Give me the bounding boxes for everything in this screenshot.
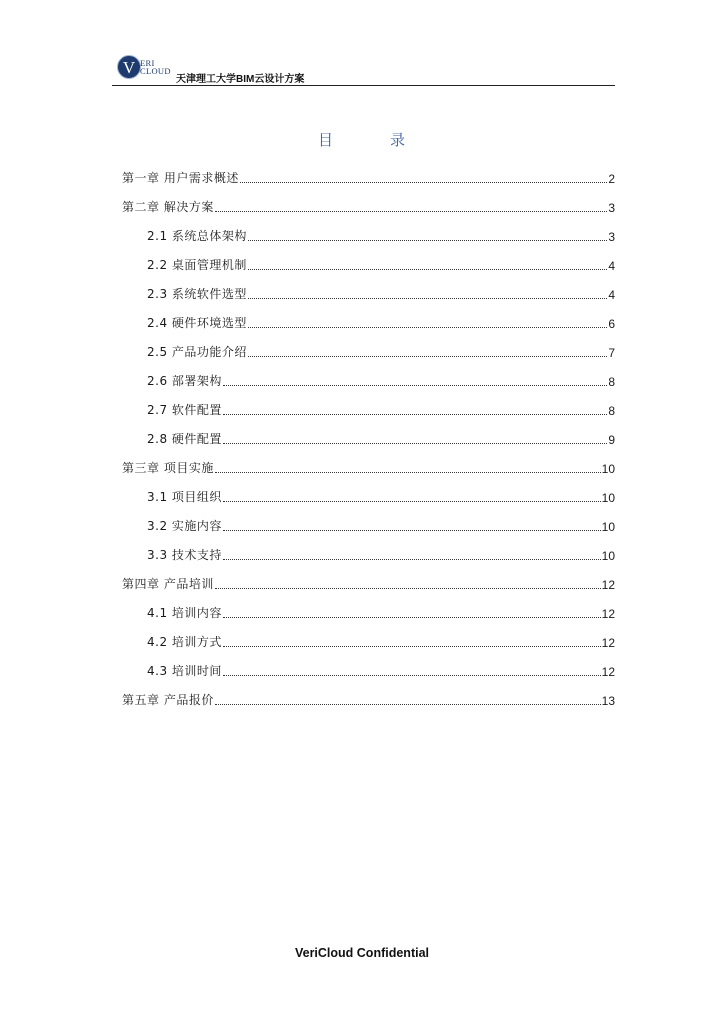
toc-chapter-entry[interactable] — [122, 679, 615, 708]
toc-entry-page-number: 12 — [601, 636, 615, 650]
toc-dot-leader — [248, 297, 607, 299]
toc-section-entry[interactable] — [122, 534, 615, 563]
toc-entry-page-number: 3 — [608, 230, 615, 244]
toc-entry-page-number: 10 — [601, 462, 615, 476]
toc-section-entry[interactable] — [122, 418, 615, 447]
toc-entry-label: 4.2 培训方式 — [147, 635, 222, 649]
toc-entry-label: 4.1 培训内容 — [147, 606, 222, 620]
toc-entry-page-number: 2 — [608, 172, 615, 186]
logo-wordmark-top: ERI — [140, 58, 155, 68]
toc-dot-leader — [223, 645, 601, 647]
toc-entry-label: 第一章 用户需求概述 — [122, 171, 239, 185]
toc-dot-leader — [248, 268, 607, 270]
toc-entry-page-number: 13 — [601, 694, 615, 708]
toc-entry-label: 2.7 软件配置 — [147, 403, 222, 417]
toc-dot-leader — [223, 558, 601, 560]
toc-entry-page-number: 4 — [608, 288, 615, 302]
logo-wordmark-bottom: CLOUD — [140, 66, 171, 76]
toc-heading-right: 录 — [390, 132, 407, 149]
toc-section-entry[interactable] — [122, 621, 615, 650]
page-header — [112, 52, 615, 86]
toc-entry-label: 2.1 系统总体架构 — [147, 229, 247, 243]
toc-entry-page-number: 10 — [601, 549, 615, 563]
toc-entry-page-number: 3 — [608, 201, 615, 215]
toc-section-entry[interactable] — [122, 302, 615, 331]
toc-dot-leader — [215, 210, 607, 212]
toc-chapter-entry[interactable] — [122, 447, 615, 476]
toc-entry-page-number: 6 — [608, 317, 615, 331]
toc-dot-leader — [215, 703, 601, 705]
toc-section-entry[interactable] — [122, 476, 615, 505]
toc-entry-page-number: 10 — [601, 491, 615, 505]
toc-chapter-entry[interactable] — [122, 186, 615, 215]
toc-dot-leader — [248, 239, 607, 241]
toc-heading — [0, 129, 724, 150]
toc-entry-page-number: 9 — [608, 433, 615, 447]
toc-dot-leader — [223, 616, 601, 618]
toc-chapter-entry[interactable] — [122, 157, 615, 186]
toc-entry-page-number: 8 — [608, 404, 615, 418]
toc-dot-leader — [240, 181, 607, 183]
toc-dot-leader — [215, 471, 601, 473]
toc-dot-leader — [248, 326, 607, 328]
toc-section-entry[interactable] — [122, 273, 615, 302]
table-of-contents — [122, 157, 615, 708]
toc-entry-label: 2.4 硬件环境选型 — [147, 316, 247, 330]
toc-entry-label: 第五章 产品报价 — [122, 693, 214, 707]
toc-section-entry[interactable] — [122, 505, 615, 534]
page-footer: VeriCloud Confidential — [294, 946, 430, 960]
toc-entry-label: 2.5 产品功能介绍 — [147, 345, 247, 359]
toc-heading-left: 目 — [317, 132, 334, 149]
toc-section-entry[interactable] — [122, 360, 615, 389]
toc-dot-leader — [223, 529, 601, 531]
toc-section-entry[interactable] — [122, 244, 615, 273]
toc-dot-leader — [215, 587, 601, 589]
toc-chapter-entry[interactable] — [122, 563, 615, 592]
toc-dot-leader — [223, 500, 601, 502]
vericloud-logo-icon — [116, 54, 142, 80]
svg-text:V: V — [122, 58, 136, 77]
document-title: 天津理工大学BIM云设计方案 — [176, 74, 305, 85]
toc-section-entry[interactable] — [122, 389, 615, 418]
toc-entry-label: 2.8 硬件配置 — [147, 432, 222, 446]
toc-entry-page-number: 8 — [608, 375, 615, 389]
toc-entry-page-number: 12 — [601, 607, 615, 621]
toc-dot-leader — [223, 413, 607, 415]
toc-section-entry[interactable] — [122, 215, 615, 244]
toc-entry-page-number: 7 — [608, 346, 615, 360]
toc-entry-page-number: 10 — [601, 520, 615, 534]
toc-entry-label: 3.1 项目组织 — [147, 490, 222, 504]
toc-entry-page-number: 12 — [601, 578, 615, 592]
toc-section-entry[interactable] — [122, 331, 615, 360]
toc-dot-leader — [248, 355, 607, 357]
toc-section-entry[interactable] — [122, 592, 615, 621]
toc-entry-page-number: 4 — [608, 259, 615, 273]
toc-entry-label: 第二章 解决方案 — [122, 200, 214, 214]
toc-dot-leader — [223, 384, 607, 386]
toc-dot-leader — [223, 674, 601, 676]
toc-entry-label: 4.3 培训时间 — [147, 664, 222, 678]
toc-section-entry[interactable] — [122, 650, 615, 679]
toc-entry-label: 2.2 桌面管理机制 — [147, 258, 247, 272]
logo-wordmark — [140, 59, 171, 75]
toc-entry-page-number: 12 — [601, 665, 615, 679]
toc-entry-label: 3.2 实施内容 — [147, 519, 222, 533]
toc-entry-label: 3.3 技术支持 — [147, 548, 222, 562]
vericloud-logo — [116, 54, 176, 82]
toc-entry-label: 2.3 系统软件选型 — [147, 287, 247, 301]
toc-entry-label: 第三章 项目实施 — [122, 461, 214, 475]
toc-entry-label: 第四章 产品培训 — [122, 577, 214, 591]
toc-dot-leader — [223, 442, 607, 444]
toc-entry-label: 2.6 部署架构 — [147, 374, 222, 388]
